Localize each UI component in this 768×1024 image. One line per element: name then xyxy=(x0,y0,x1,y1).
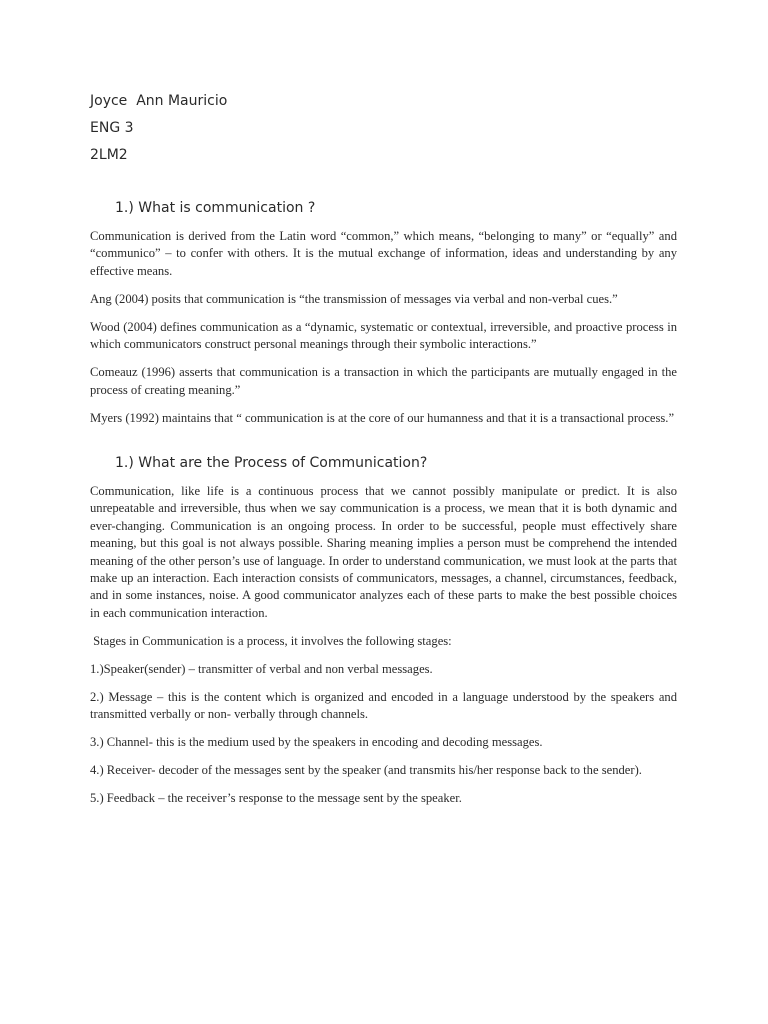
stage-channel: 3.) Channel- this is the medium used by the speakers in encoding and decoding messages. xyxy=(90,735,543,750)
paragraph-comeauz: Comeauz (1996) asserts that communication is a transaction in which the participants are mutually engaged in the process of creating meaning.” xyxy=(90,365,677,397)
paragraph-myers: Myers (1992) maintains that “ communication is at the core of our humanness and that it is a transactional process.” xyxy=(90,410,675,425)
document-header xyxy=(90,91,227,172)
course-code: ENG 3 xyxy=(90,120,134,136)
paragraph-stages-intro: Stages in Communication is a process, it involves the following stages: xyxy=(90,633,452,648)
author-name: Joyce Ann Mauricio xyxy=(90,93,228,109)
paragraph-definition: Communication is derived from the Latin word “common,” which means, “belonging to many” or “equally” and “communico” – to confer with others. It is the mutual exchange of information, ideas and understanding by any effective means. xyxy=(90,229,677,278)
stage-message: 2.) Message – this is the content which is organized and encoded in a language understood by the speakers and transmitted verbally or non- verbally through channels. xyxy=(90,689,677,722)
stage-receiver: 4.) Receiver- decoder of the messages sent by the speaker (and transmits his/her response back to the sender). xyxy=(90,763,642,778)
section-communication xyxy=(90,198,677,438)
question-heading-1: 1.) What is communication ? xyxy=(115,200,316,216)
paragraph-ang: Ang (2004) posits that communication is “the transmission of messages via verbal and non-verbal cues.” xyxy=(90,291,618,306)
stage-feedback: 5.) Feedback – the receiver’s response to the message sent by the speaker. xyxy=(90,791,462,806)
section-code: 2LM2 xyxy=(90,147,128,163)
question-heading-2: 1.) What are the Process of Communication? xyxy=(115,455,428,471)
stage-speaker: 1.)Speaker(sender) – transmitter of verbal and non verbal messages. xyxy=(90,661,433,676)
paragraph-process: Communication, like life is a continuous process that we cannot possibly manipulate or predict. It is also unrepeatable and irreversible, thus when we say communication is a process, we mean that it is both dynamic and ever-changing. Communication is an ongoing process. In order to be successful, people must effectively share meaning, but this goal is not always possible. Sharing meaning implies a person must be comprehend the intended meaning of the other person’s use of language. In order to understand communication, we must look at the parts that make up an interaction. Each interaction consists of communicators, messages, a channel, circumstances, feedback, and in some instances, noise. A good communicator analyzes each of these parts to make the best possible choices in each communication interaction. xyxy=(90,484,677,620)
paragraph-wood: Wood (2004) defines communication as a “dynamic, systematic or contextual, irreversible, and proactive process in which communicators construct personal meanings through their symbolic interactions.” xyxy=(90,319,677,352)
section-process xyxy=(90,453,677,818)
